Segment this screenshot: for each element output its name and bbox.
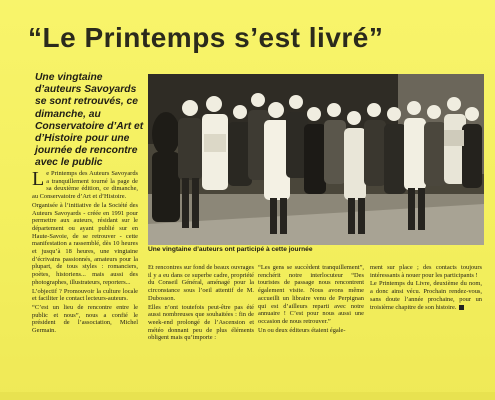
article-column-1	[32, 170, 138, 336]
paragraph: “Les gens se succèdent tranquillement”, renchérit notre interlocuteur “Des touristes de passage nous rencontrent également visite. Nous avons même accueilli un libraire venu de Perpignan qui est d’ailleurs reparti avec notre annuaire ! C’est pour nous aussi une occasion de nous retrouver.”	[258, 264, 364, 325]
paragraph: ment sur place ; des contacts toujours intéressants à nouer pour les participants !	[370, 264, 482, 279]
dropcap: L	[32, 168, 45, 190]
paragraph: L’objectif ? Promouvoir la culture locale et faciliter le contact lecteurs-auteurs.	[32, 287, 138, 303]
end-of-article-mark	[459, 305, 464, 310]
group-photo-image	[148, 74, 484, 245]
paragraph	[370, 280, 482, 311]
paragraph: Elles n’ont toutefois peut-être pas été aussi nombreuses que souhaitées : fin de week-end prolongé de l’Ascension et météo donnant peu de plus éléments obligent mais qu’importe :	[148, 303, 254, 342]
article-column-3	[258, 264, 364, 335]
paragraph-text: Le Printemps du Livre, deuxième du nom, a donc ainsi vécu. Prochain rendez-vous, sans doute l’année prochaine, pour un troisième chapitre de son histoire.	[370, 280, 482, 311]
photo-caption: Une vingtaine d’auteurs ont participé à cette journée	[148, 246, 313, 253]
article-column-4	[370, 264, 482, 312]
paragraph: Et rencontres sur fond de beaux ouvrages il y a eu dans ce superbe cadre, propriété du Conseil Général, aménagé pour la circonstance sous l’oeil attentif de M. Dubosson.	[148, 264, 254, 302]
paragraph: “C’est un lieu de rencontre entre le public et nous”, nous a confié le président de l’association, Michel Germain.	[32, 303, 138, 335]
article-column-2	[148, 264, 254, 343]
paragraph: Un ou deux éditeurs étaient égale-	[258, 326, 346, 334]
article-headline: “Le Printemps s’est livré”	[28, 22, 384, 53]
paragraph-text: e Printemps des Auteurs Savoyards a tranquillement tourné la page de sa deuxième édition, ce dimanche, au Conservatoire d’Art et d’Histoire.	[32, 170, 138, 201]
article-lede: Une vingtaine d’auteurs Savoyards se sont retrouvés, ce dimanche, au Conservatoire d’Art et d’Histoire pour une journée de rencontre avec le public	[35, 72, 144, 169]
page-bottom-edge	[0, 392, 495, 400]
paragraph	[32, 170, 138, 201]
paragraph: Organisée à l’initiative de la Société des Auteurs Savoyards - créée en 1991 pour permettre aux auteurs, résidant sur le département ou ayant publié sur en Haute-Savoie, de se retrouver - cette manifestation a rassemblé, dès 10 heures et jusqu’à 18 heures, une vingtaine d’écrivains passionnés, amateurs pour la plupart, de tous styles : romanciers, poètes, historiens... mais aussi des photographes, illustrateurs, reporters...	[32, 201, 138, 286]
group-photo	[148, 74, 484, 245]
